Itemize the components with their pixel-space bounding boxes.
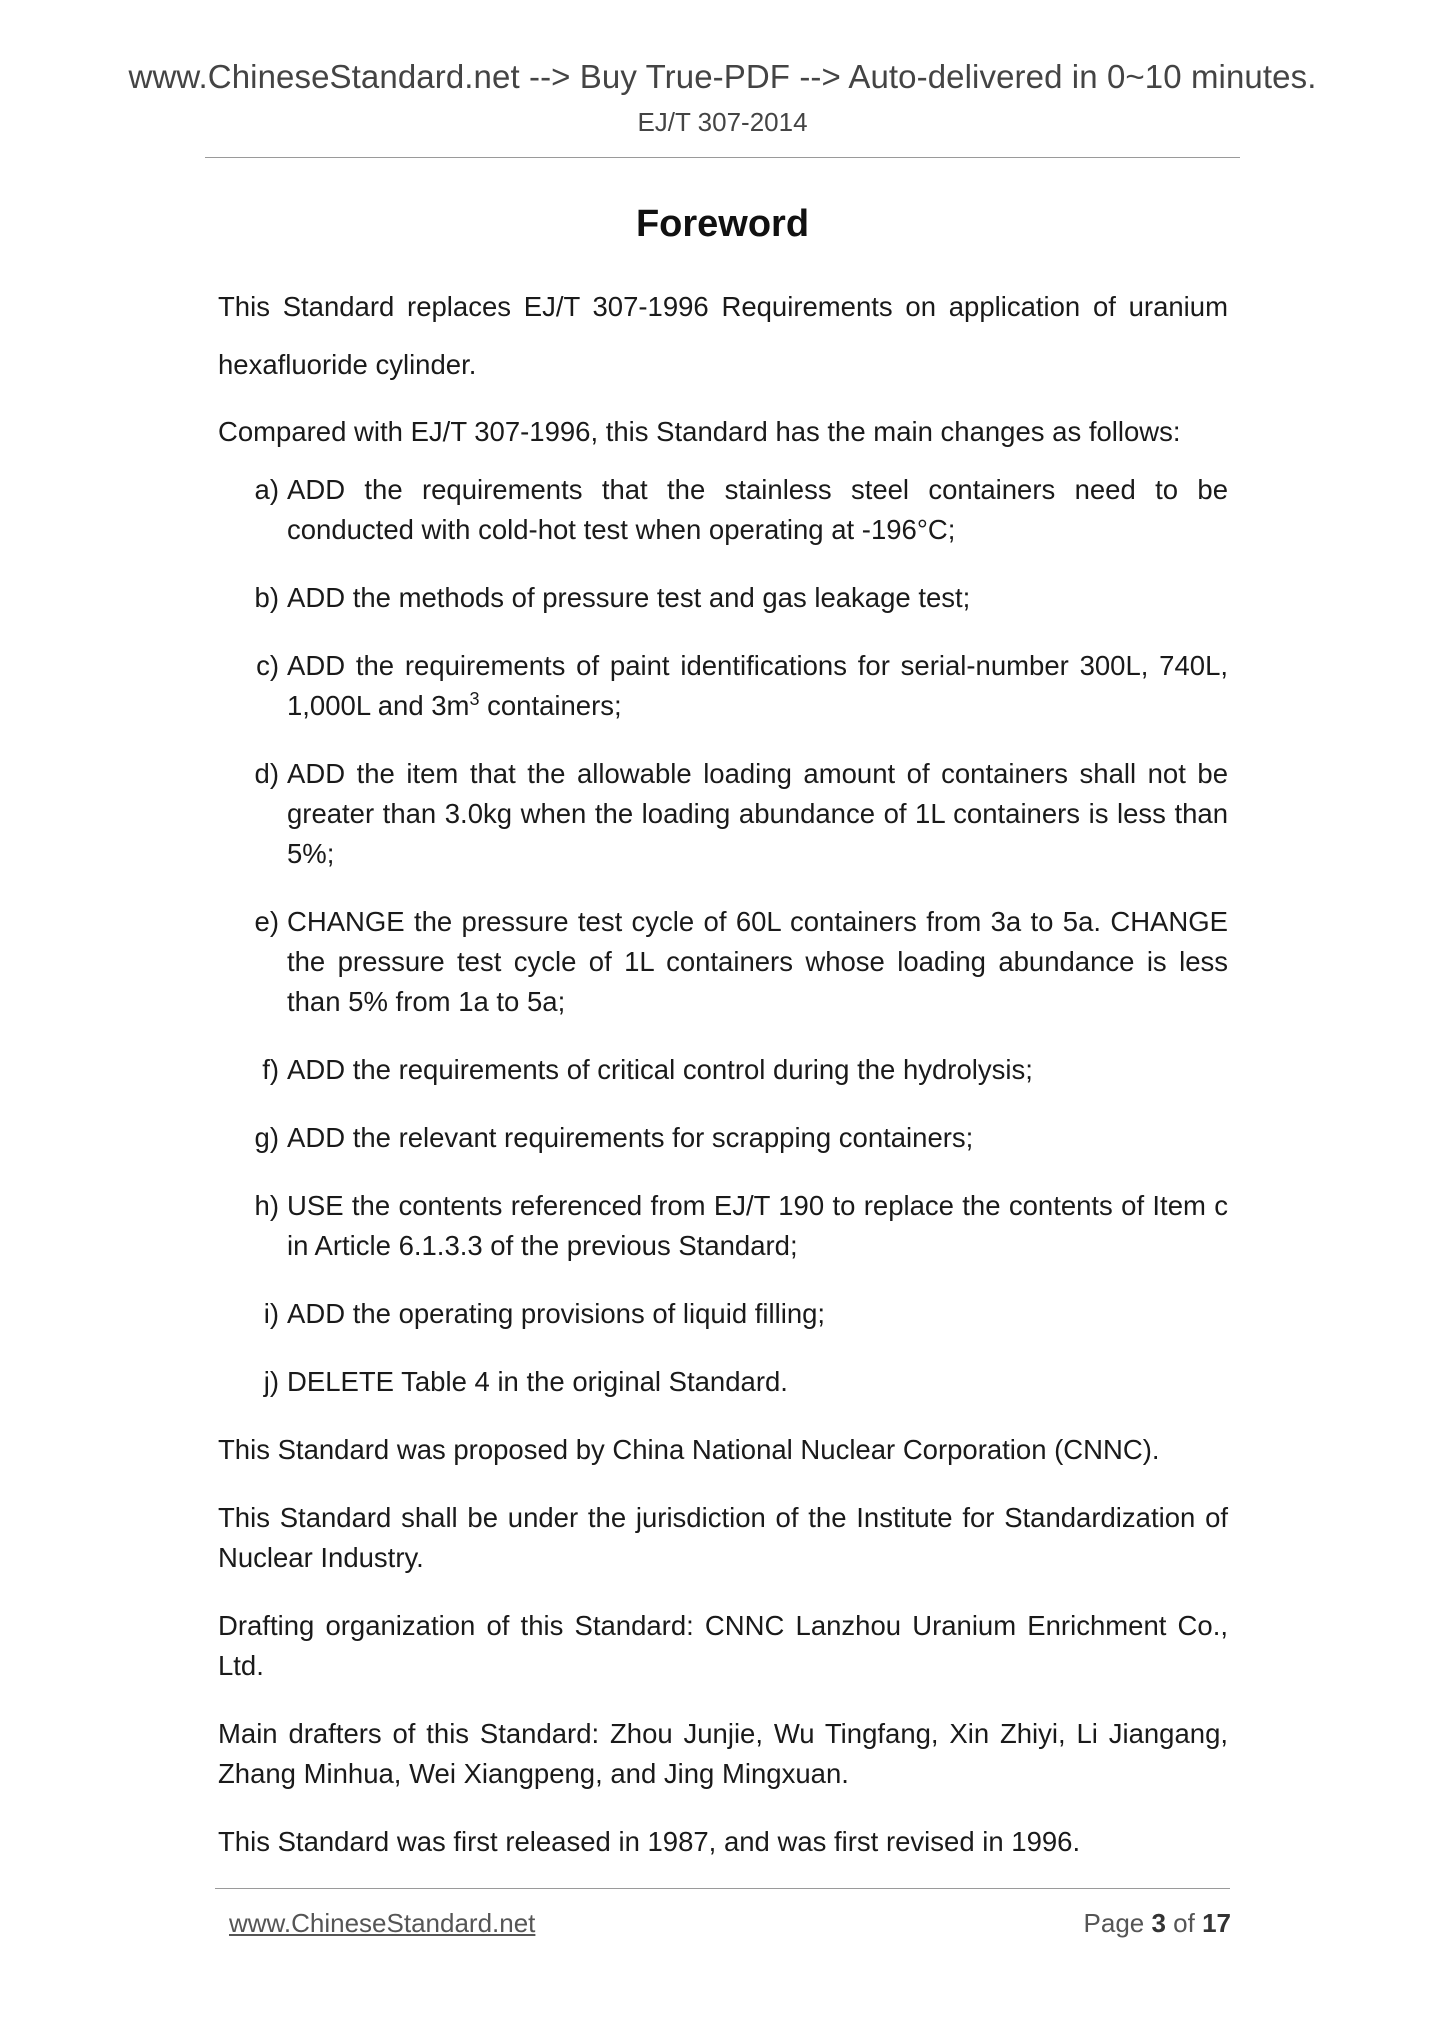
- list-item-text: USE the contents referenced from EJ/T 190 to replace the contents of Item c in Article 6.1.3.3 of the previous Standard;: [287, 1190, 1228, 1261]
- list-item-text: ADD the relevant requirements for scrapping containers;: [287, 1122, 974, 1153]
- proposed-paragraph: This Standard was proposed by China National Nuclear Corporation (CNNC).: [218, 1434, 1160, 1465]
- list-item: [218, 1362, 1228, 1402]
- page-number: [1084, 1908, 1231, 1939]
- list-marker: a): [254, 474, 279, 505]
- list-item: [218, 1186, 1228, 1266]
- list-marker: i): [263, 1298, 279, 1329]
- header-banner: www.ChineseStandard.net --> Buy True-PDF --> Auto-delivered in 0~10 minutes.: [128, 58, 1317, 95]
- list-item: [218, 646, 1228, 726]
- header-divider: [205, 157, 1240, 158]
- list-item-text: ADD the methods of pressure test and gas leakage test;: [287, 582, 971, 613]
- list-marker: f): [262, 1054, 279, 1085]
- footer-website-link[interactable]: www.ChineseStandard.net: [229, 1908, 536, 1938]
- list-item-text: DELETE Table 4 in the original Standard.: [287, 1366, 788, 1397]
- list-marker: g): [254, 1122, 279, 1153]
- drafters-paragraph: Main drafters of this Standard: Zhou Junjie, Wu Tingfang, Xin Zhiyi, Li Jiangang, Zhang Minhua, Wei Xiangpeng, and Jing Mingxuan.: [218, 1718, 1228, 1789]
- changes-intro-paragraph: Compared with EJ/T 307-1996, this Standard has the main changes as follows:: [218, 416, 1181, 447]
- list-item-text: ADD the operating provisions of liquid filling;: [287, 1298, 826, 1329]
- list-item-text: [287, 646, 1228, 726]
- footer-divider: [215, 1888, 1230, 1889]
- document-body: [218, 278, 1228, 1890]
- list-item: [218, 1118, 1228, 1158]
- list-item-text: ADD the item that the allowable loading amount of containers shall not be greater than 3.0kg when the loading abundance of 1L containers is less than 5%;: [287, 758, 1228, 869]
- list-item: [218, 578, 1228, 618]
- page-of: of: [1165, 1908, 1203, 1938]
- list-marker: j): [263, 1366, 279, 1397]
- list-item-text-part: ADD the requirements of paint identifications for serial-number 300L, 740L, 1,000L and 3m: [287, 650, 1228, 721]
- list-item-text: ADD the requirements that the stainless steel containers need to be conducted with cold-hot test when operating at -196°C;: [287, 474, 1228, 545]
- list-item-text-part: containers;: [479, 690, 622, 721]
- superscript: 3: [469, 688, 480, 709]
- page-total: 17: [1202, 1908, 1231, 1938]
- jurisdiction-paragraph: This Standard shall be under the jurisdiction of the Institute for Standardization of Nuclear Industry.: [218, 1502, 1228, 1573]
- page-prefix: Page: [1083, 1908, 1152, 1938]
- release-history-paragraph: This Standard was first released in 1987, and was first revised in 1996.: [218, 1826, 1081, 1857]
- changes-list: [218, 470, 1228, 1402]
- list-item: [218, 902, 1228, 1022]
- list-marker: d): [254, 758, 279, 789]
- list-item-text: CHANGE the pressure test cycle of 60L containers from 3a to 5a. CHANGE the pressure test cycle of 1L containers whose loading abundance is less than 5% from 1a to 5a;: [287, 906, 1228, 1017]
- list-item: [218, 1050, 1228, 1090]
- list-item: [218, 754, 1228, 874]
- list-item: [218, 1294, 1228, 1334]
- list-marker: b): [254, 582, 279, 613]
- list-marker: h): [254, 1190, 279, 1221]
- list-item: [218, 470, 1228, 550]
- list-item-text: ADD the requirements of critical control during the hydrolysis;: [287, 1054, 1033, 1085]
- list-marker: c): [256, 650, 279, 681]
- drafting-organization-paragraph: Drafting organization of this Standard: CNNC Lanzhou Uranium Enrichment Co., Ltd.: [218, 1610, 1228, 1681]
- list-marker: e): [254, 906, 279, 937]
- intro-paragraph: This Standard replaces EJ/T 307-1996 Requirements on application of uranium hexafluoride cylinder.: [218, 291, 1228, 380]
- standard-code: EJ/T 307-2014: [637, 107, 808, 137]
- page-title: Foreword: [635, 203, 810, 245]
- page-current: 3: [1151, 1908, 1166, 1938]
